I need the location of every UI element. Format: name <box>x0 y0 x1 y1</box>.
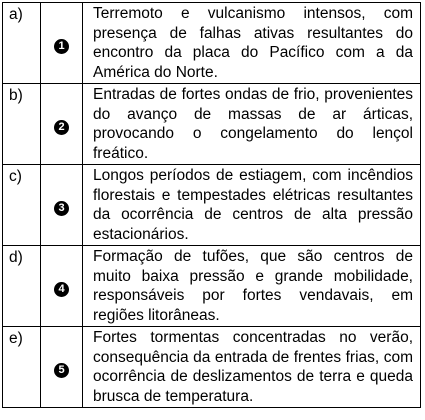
option-text: Entradas de fortes ondas de frio, provenientes do avanço de massas de ar árticas, provocando o congelamento do lençol freático. <box>83 84 421 165</box>
option-letter: e) <box>3 327 41 408</box>
option-text: Longos períodos de estiagem, com incêndios florestais e tempestades elétricas resultantes da ocorrência de centros de alta pressão estacionários. <box>83 165 421 246</box>
number-badge-icon: 3 <box>54 201 69 216</box>
option-row-e <box>3 327 421 408</box>
option-letter: d) <box>3 246 41 327</box>
options-table <box>2 2 421 408</box>
number-badge-icon: 2 <box>54 120 69 135</box>
option-letter: c) <box>3 165 41 246</box>
option-text: Terremoto e vulcanismo intensos, com presença de falhas ativas resultantes do encontro da placa do Pacífico com a da América do Norte. <box>83 3 421 84</box>
number-badge-icon: 1 <box>54 39 69 54</box>
option-row-c <box>3 165 421 246</box>
option-text: Formação de tufões, que são centros de muito baixa pressão e grande mobilidade, responsáveis por fortes vendavais, em regiões litorâneas. <box>83 246 421 327</box>
option-row-d <box>3 246 421 327</box>
number-badge-icon: 4 <box>54 282 69 297</box>
number-badge-icon: 5 <box>54 363 69 378</box>
option-letter: a) <box>3 3 41 84</box>
option-text: Fortes tormentas concentradas no verão, consequência da entrada de frentes frias, com ocorrência de deslizamentos de terra e queda brusca de temperatura. <box>83 327 421 408</box>
option-letter: b) <box>3 84 41 165</box>
option-row-b <box>3 84 421 165</box>
option-row-a <box>3 3 421 84</box>
